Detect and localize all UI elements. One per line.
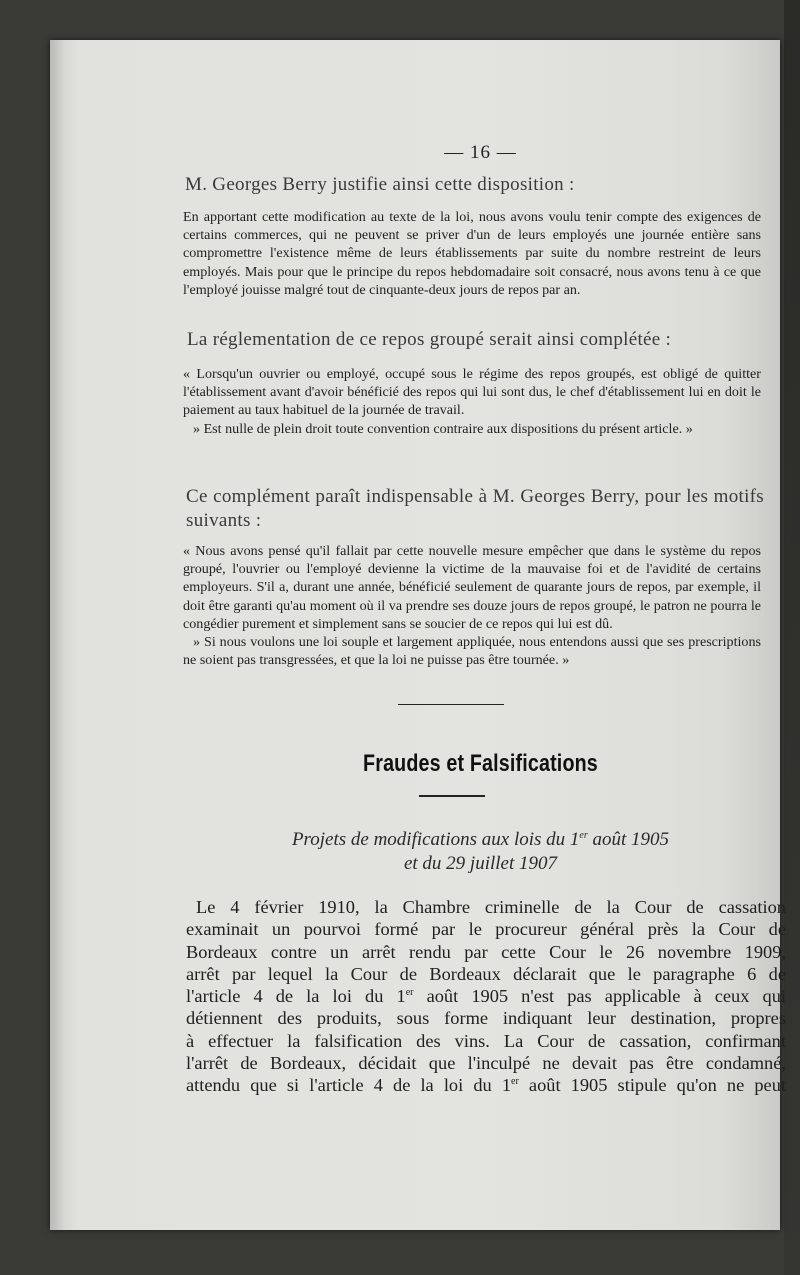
section-heading: Fraudes et Falsifications [363, 750, 598, 777]
section-subtitle [173, 828, 788, 876]
quote-paragraph: « Lorsqu'un ouvrier ou employé, occupé sous le régime des repos groupés, est obligé de quitter l'établissement avant d'avoir bénéficié des repos qui lui sont dus, le chef d'établissement lui en doit le paiement au taux habituel de la journée de travail. [183, 366, 761, 419]
heading-underline [419, 795, 485, 797]
document-page [50, 40, 786, 1230]
quote-block-2 [183, 365, 761, 438]
page-number: — 16 — [444, 142, 517, 163]
intro-regulation: La réglementation de ce repos groupé serait ainsi complétée : [187, 329, 672, 350]
subtitle-line-1: Projets de modifications aux lois du 1er août 1905 [291, 829, 670, 850]
quote-block-1 [183, 208, 761, 299]
subtitle-line-2: et du 29 juillet 1907 [403, 853, 558, 874]
quote-paragraph: » Si nous voulons une loi souple et largement appliquée, nous entendons aussi que ses prescriptions ne soient pas transgressées, et que la loi ne puisse pas être tournée. » [183, 634, 761, 669]
body-line: à effectuer la falsification des vins. La Cour de cassation, confirmant [186, 1030, 786, 1051]
body-line: arrêt par lequel la Cour de Bordeaux déclarait que le paragraphe 6 de [186, 963, 786, 984]
quote-block-3 [183, 542, 761, 669]
quote-paragraph: En apportant cette modification au texte de la loi, nous avons voulu tenir compte des exigences de certains commerces, qui ne peuvent se priver d'un de leurs employés une journée entière sans compromettre l'existence même de leurs établissements par suite du nombre restreint de leurs employés. Mais pour que le principe du repos hebdomadaire soit consacré, nous avons tenu à ce que l'employé jouisse malgré tout de cinquante-deux jours de repos par an. [183, 209, 761, 298]
intro-berry-justification: M. Georges Berry justifie ainsi cette disposition : [185, 174, 575, 195]
quote-paragraph: « Nous avons pensé qu'il fallait par cette nouvelle mesure empêcher que dans le système du repos groupé, l'ouvrier ou l'employé devienne la victime de la mauvaise foi et de l'avidité de certains employeurs. S'il a, durant une année, bénéficié seulement de quarante jours de repos, par exemple, il doit être garanti qu'au moment où il va prendre ses douze jours de repos groupé, le patron ne pourra le congédier purement et simplement sans se soucier de ce repos qui lui est dû. [183, 543, 761, 632]
body-line: Le 4 février 1910, la Chambre criminelle de la Cour de cassation [196, 897, 786, 917]
body-line: l'article 4 de la loi du 1er août 1905 n'est pas applicable à ceux qui [186, 986, 786, 1007]
body-paragraph [186, 896, 786, 1097]
body-line: examinait un pourvoi formé par le procureur général près la Cour de [186, 919, 786, 940]
body-line: Bordeaux contre un arrêt rendu par cette Cour le 26 novembre 1909, [186, 941, 786, 962]
body-line: détiennent des produits, sous forme indiquant leur destination, propres [186, 1008, 786, 1029]
intro-complement: Ce complément paraît indispensable à M. Georges Berry, pour les motifs suivants : [186, 486, 764, 531]
scanner-edge [784, 0, 800, 1275]
divider-rule [398, 704, 504, 705]
body-line: attendu que si l'article 4 de la loi du 1er août 1905 stipule qu'on ne peut [186, 1075, 786, 1096]
quote-paragraph: » Est nulle de plein droit toute convention contraire aux dispositions du présent article. » [193, 420, 693, 437]
body-line: l'arrêt de Bordeaux, décidait que l'inculpé ne devait pas être condamné, [186, 1053, 786, 1074]
